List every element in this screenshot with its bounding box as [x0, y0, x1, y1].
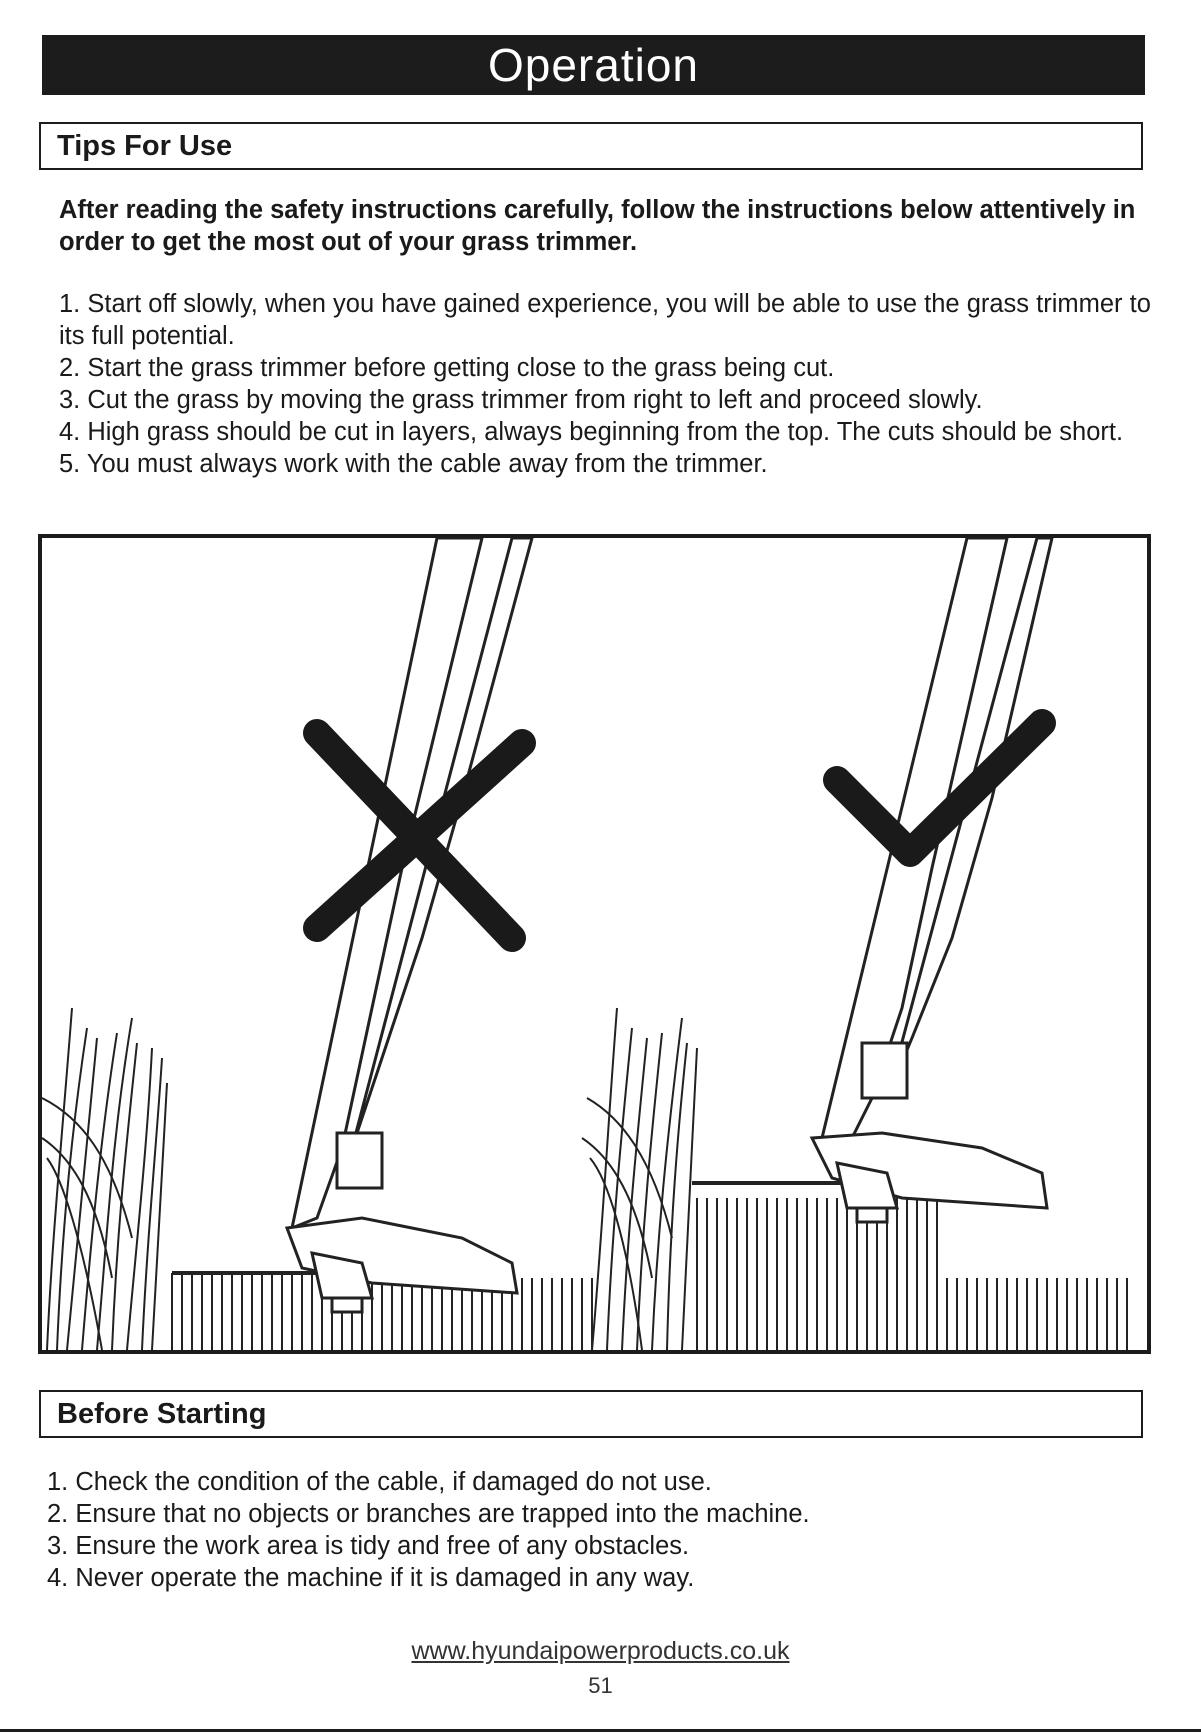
before-item: 3. Ensure the work area is tidy and free of any obstacles.: [47, 1532, 690, 1560]
tip-item: 5. You must always work with the cable away from the trimmer.: [59, 450, 768, 478]
bottom-divider: [0, 1729, 1201, 1732]
before-item: 1. Check the condition of the cable, if damaged do not use.: [47, 1468, 712, 1496]
before-starting-list: [47, 1466, 1147, 1594]
tip-item: 1. Start off slowly, when you have gained experience, you will be able to use the grass trimmer to its full potential.: [59, 290, 1151, 350]
tip-item: 4. High grass should be cut in layers, always beginning from the top. The cuts should be short.: [59, 418, 1124, 446]
cut-grass-right: [692, 1183, 1127, 1350]
tip-item: 2. Start the grass trimmer before getting close to the grass being cut.: [59, 354, 835, 382]
tips-intro: After reading the safety instructions carefully, follow the instructions below attentively in order to get the most out of your grass trimmer.: [59, 196, 1136, 256]
tip-item: 3. Cut the grass by moving the grass trimmer from right to left and proceed slowly.: [59, 386, 983, 414]
page-number: 51: [588, 1673, 613, 1698]
page-title: Operation: [42, 35, 1145, 95]
before-starting-heading: Before Starting: [39, 1390, 1143, 1438]
before-item: 4. Never operate the machine if it is damaged in any way.: [47, 1564, 695, 1592]
website-link[interactable]: www.hyundaipowerproducts.co.uk: [411, 1637, 790, 1665]
tips-heading: Tips For Use: [39, 122, 1143, 170]
trimmer-illustration: [38, 534, 1151, 1354]
trimmer-right: [812, 538, 1052, 1222]
tall-grass-right: [582, 1008, 697, 1350]
tall-grass-left: [42, 1008, 167, 1350]
tips-list: [59, 288, 1169, 480]
before-item: 2. Ensure that no objects or branches are trapped into the machine.: [47, 1500, 810, 1528]
